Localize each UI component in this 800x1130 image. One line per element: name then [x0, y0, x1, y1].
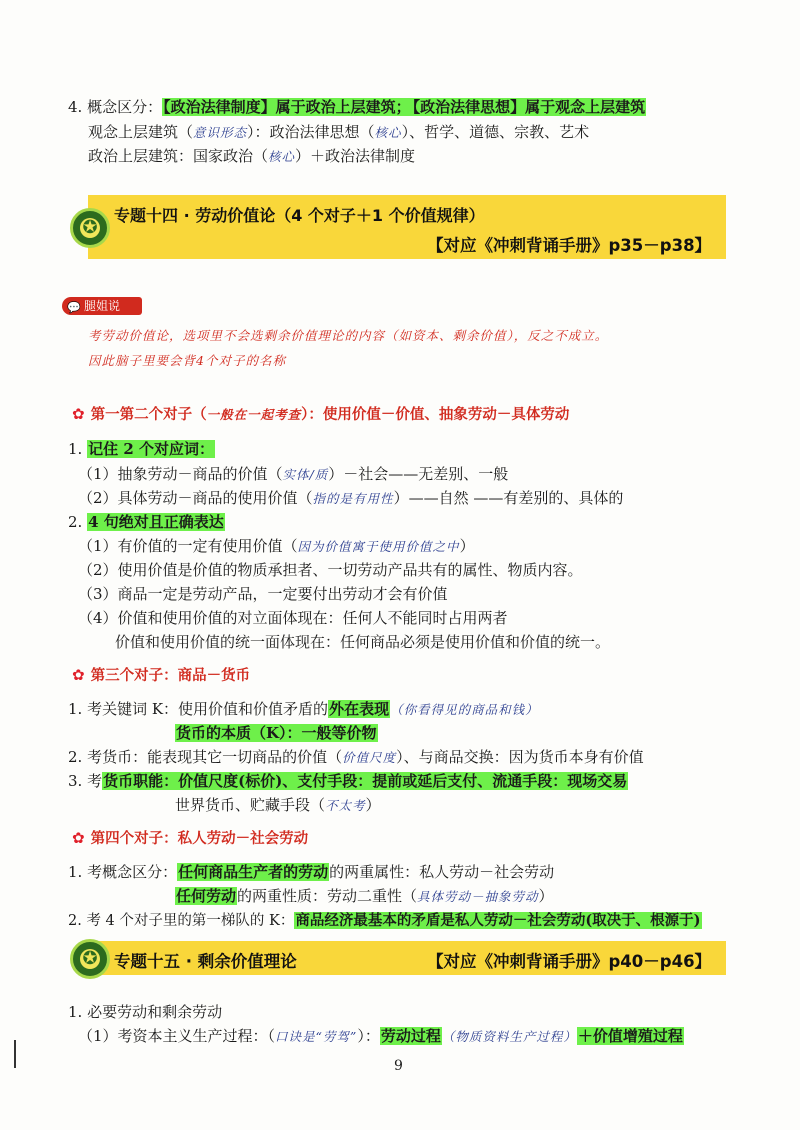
topic14-title: 专题十四 · 劳动价值论（4 个对子＋1 个价值规律）: [114, 206, 485, 225]
s5-point-1: 1. 必要劳动和剩余劳动: [68, 1003, 223, 1021]
s4-point-1: 1. 考概念区分：任何商品生产者的劳动的两重属性：私人劳动－社会劳动: [68, 863, 555, 881]
topic15-reference: 【对应《冲刺背诵手册》p40－p46】: [427, 952, 712, 971]
s1-point-1-line-1: （1）抽象劳动－商品的价值（实体/质）－社会——无差别、一般: [78, 465, 509, 483]
s5-point-1-line-1: （1）考资本主义生产过程：（口诀是“劳驾”）：劳动过程（物质资料生产过程）＋价值增殖过程: [78, 1027, 683, 1045]
topic-badge-icon: ✪: [70, 208, 110, 248]
s1-point-1: 1. 记住 2 个对应词：: [68, 440, 214, 458]
tip-line-2: 因此脑子里要会背4个对子的名称: [88, 353, 286, 368]
flower-icon: ✿: [72, 829, 85, 847]
topic14-reference: 【对应《冲刺背诵手册》p35－p38】: [427, 236, 712, 255]
concept-line-2: 观念上层建筑（意识形态）：政治法律思想（核心）、哲学、道德、宗教、艺术: [88, 123, 590, 141]
s3-point-1: 1. 考关键词 K：使用价值和价值矛盾的外在表现（你看得见的商品和钱）: [68, 700, 539, 718]
speech-icon: 💬: [67, 301, 81, 314]
s1-point-2-line-4: （4）价值和使用价值的对立面体现在：任何人不能同时占用两者: [78, 609, 508, 627]
highlight-political-system: 【政治法律制度】属于政治上层建筑；: [163, 98, 411, 116]
s3-point-1-line-2: 货币的本质（K）：一般等价物: [176, 724, 377, 742]
s1-point-2-line-2: （2）使用价值是价值的物质承担者、一切劳动产品共有的属性、物质内容。: [78, 561, 583, 579]
highlight-political-thought: 【政治法律思想】属于观念上层建筑: [412, 98, 646, 116]
flower-icon: ✿: [72, 666, 85, 684]
section-title-pair-4: ✿ 第四个对子：私人劳动－社会劳动: [72, 829, 309, 847]
s1-point-2-line-1: （1）有价值的一定有使用价值（因为价值寓于使用价值之中）: [78, 537, 475, 555]
margin-mark: [14, 1040, 16, 1068]
section-title-pairs-1-2: ✿ 第一第二个对子（一般在一起考查）：使用价值－价值、抽象劳动－具体劳动: [72, 405, 570, 423]
topic15-title: 专题十五 · 剩余价值理论: [114, 952, 297, 971]
s1-point-2-line-3: （3）商品一定是劳动产品，一定要付出劳动才会有价值: [78, 585, 448, 603]
tip-tab: 💬 腿姐说: [62, 297, 142, 315]
page-number: 9: [394, 1058, 403, 1074]
topic-badge-icon: ✪: [70, 939, 110, 979]
section-title-pair-3: ✿ 第三个对子：商品－货币: [72, 666, 251, 684]
s1-point-1-line-2: （2）具体劳动－商品的使用价值（指的是有用性）——自然 ——有差别的、具体的: [78, 489, 624, 507]
concept-line-1: 4. 概念区分：【政治法律制度】属于政治上层建筑； 【政治法律思想】属于观念上层建筑: [68, 98, 646, 116]
s3-point-3-line-2: 世界货币、贮藏手段（不太考）: [175, 796, 381, 814]
flower-icon: ✿: [72, 405, 85, 423]
tip-line-1: 考劳动价值论，选项里不会选剩余价值理论的内容（如资本、剩余价值），反之不成立。: [88, 328, 609, 343]
s1-point-2-line-5: 价值和使用价值的统一面体现在：任何商品必须是使用价值和价值的统一。: [115, 633, 611, 651]
s3-point-3: 3. 考货币职能：价值尺度(标价)、支付手段：提前或延后支付、流通手段：现场交易: [68, 772, 628, 790]
s4-point-2: 2. 考 4 个对子里的第一梯队的 K：商品经济最基本的矛盾是私人劳动－社会劳动(取决于、根源于): [68, 912, 701, 929]
s1-point-2: 2. 4 句绝对且正确表达: [68, 513, 224, 531]
concept-line-3: 政治上层建筑：国家政治（核心）＋政治法律制度: [88, 147, 416, 165]
s3-point-2: 2. 考货币：能表现其它一切商品的价值（价值尺度）、与商品交换：因为货币本身有价值: [68, 748, 644, 766]
s4-point-1-line-2: 任何劳动的两重性质：劳动二重性（具体劳动－抽象劳动）: [176, 887, 554, 905]
